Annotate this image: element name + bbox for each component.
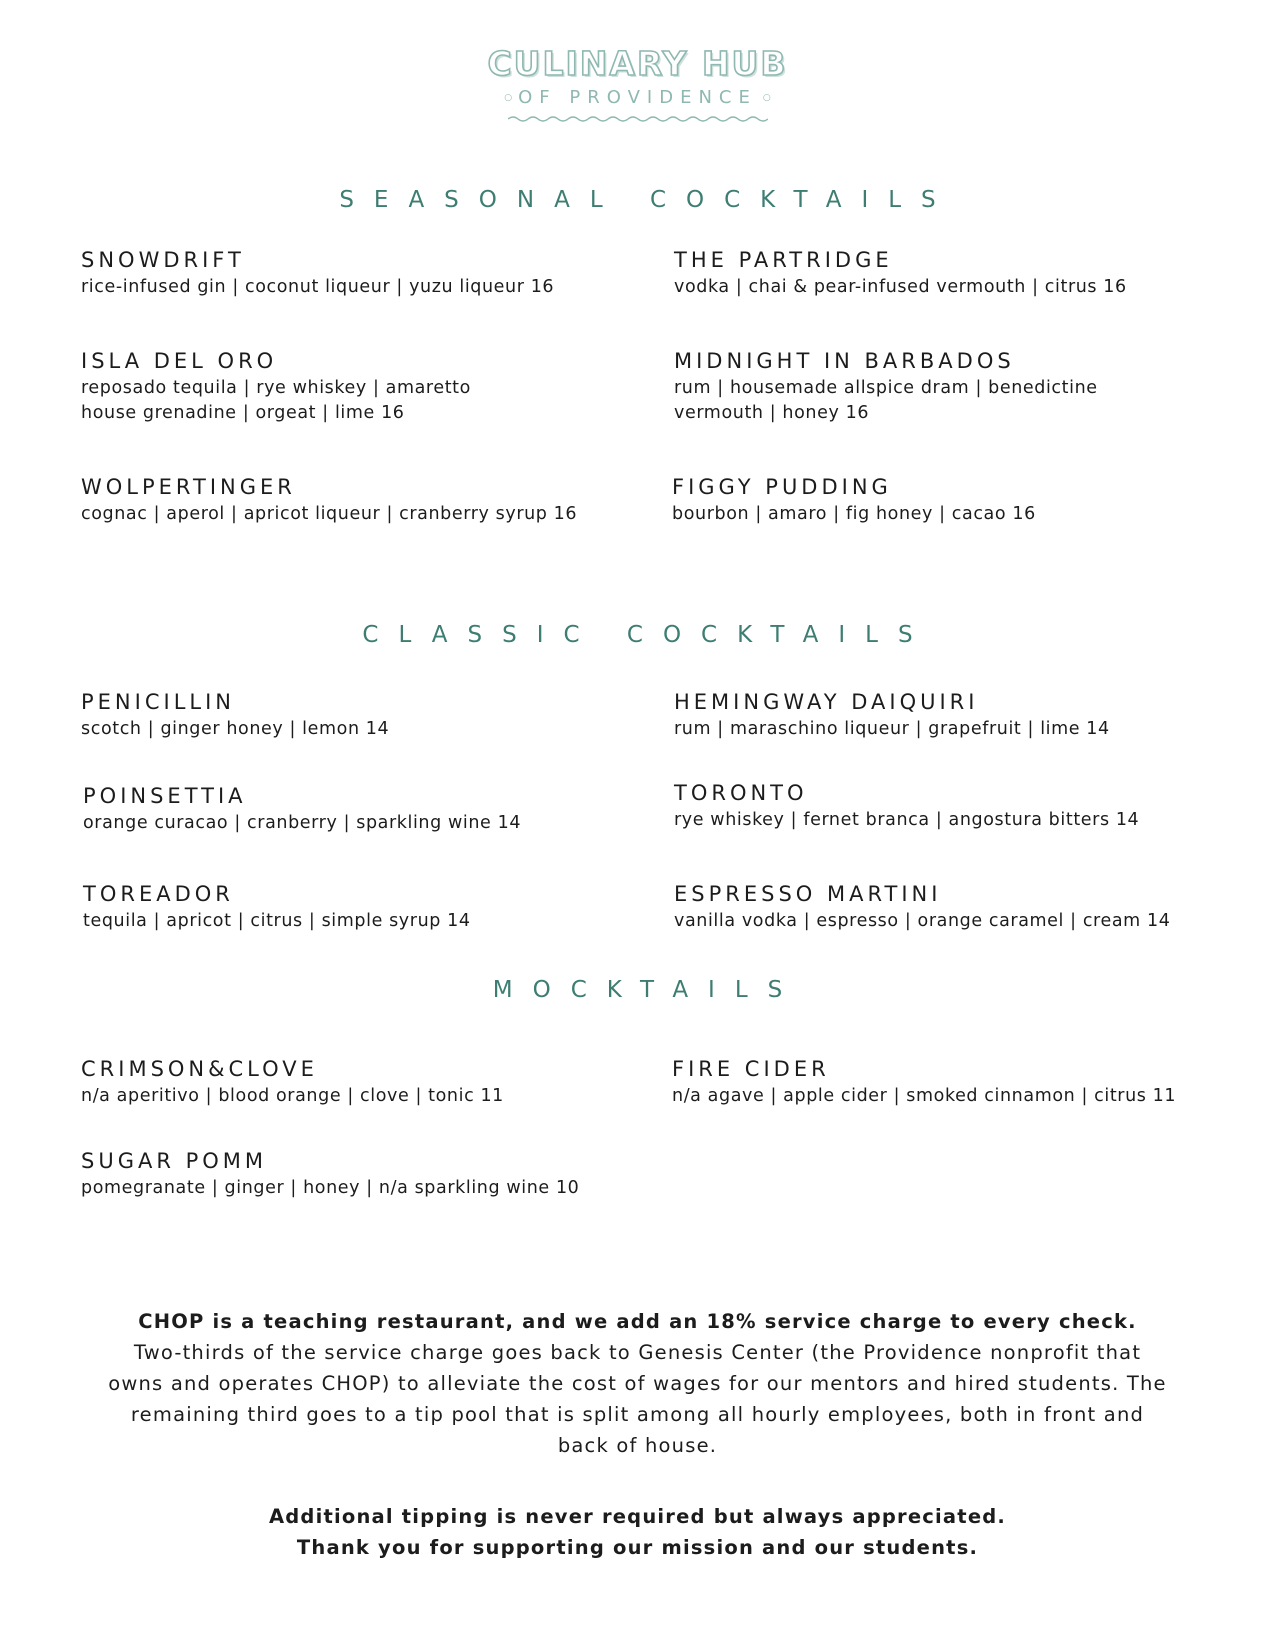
menu-item-toronto	[674, 779, 1139, 833]
item-name: ISLA DEL ORO	[81, 349, 278, 373]
item-name: SNOWDRIFT	[81, 248, 245, 272]
menu-item-penicillin	[81, 688, 389, 742]
item-description: vanilla vodka | espresso | orange caramel | cream 14	[674, 911, 1171, 931]
item-name: CRIMSON&CLOVE	[81, 1057, 318, 1081]
notice-body: Two-thirds of the service charge goes back to Genesis Center (the Providence nonprofit that owns and operates CHOP) to alleviate the cost of wages for our mentors and hired students. The remaining third goes to a tip pool that is split among all hourly employees, both in front and back of house.	[108, 1341, 1167, 1457]
menu-item-snowdrift	[81, 246, 554, 300]
dot-ornament-icon: ○	[504, 93, 513, 103]
menu-item-sugar-pomm	[81, 1147, 579, 1201]
item-description: n/a aperitivo | blood orange | clove | tonic 11	[81, 1086, 504, 1106]
item-description: tequila | apricot | citrus | simple syrup 14	[83, 911, 471, 931]
item-description: rum | maraschino liqueur | grapefruit | lime 14	[674, 719, 1110, 739]
item-name: ESPRESSO MARTINI	[674, 882, 942, 906]
item-description: rice-infused gin | coconut liqueur | yuzu liqueur 16	[81, 277, 555, 297]
menu-item-hemingway-daiquiri	[674, 688, 1110, 742]
item-description: pomegranate | ginger | honey | n/a sparkling wine 10	[81, 1178, 580, 1198]
item-description: bourbon | amaro | fig honey | cacao 16	[672, 504, 1036, 524]
item-description: cognac | aperol | apricot liqueur | cranberry syrup 16	[81, 504, 578, 524]
brand-title: CULINARY HUB	[487, 44, 788, 83]
menu-item-wolpertinger	[81, 473, 577, 527]
item-name: WOLPERTINGER	[81, 475, 296, 499]
item-description: rye whiskey | fernet branca | angostura bitters 14	[674, 810, 1140, 830]
section-title-classic: CLASSIC COCKTAILS	[362, 622, 933, 648]
item-name: MIDNIGHT IN BARBADOS	[674, 349, 1015, 373]
item-name: PENICILLIN	[81, 690, 235, 714]
menu-item-the-partridge	[674, 246, 1127, 300]
dot-ornament-icon: ○	[762, 93, 771, 103]
brand-subtitle: OF PROVIDENCE	[518, 87, 757, 108]
wave-divider-icon	[508, 114, 768, 124]
item-name: THE PARTRIDGE	[674, 248, 893, 272]
notice-closing-1: Additional tipping is never required but always appreciated.	[268, 1505, 1007, 1528]
notice-paragraph	[108, 1306, 1168, 1461]
notice-closing-2: Thank you for supporting our mission and our students.	[296, 1536, 979, 1559]
item-description: reposado tequila | rye whiskey | amaretto house grenadine | orgeat | lime 16	[81, 378, 471, 423]
item-name: FIGGY PUDDING	[672, 475, 892, 499]
notice-lead: CHOP is a teaching restaurant, and we add an 18% service charge to every check.	[138, 1310, 1137, 1333]
item-name: FIRE CIDER	[672, 1057, 830, 1081]
menu-item-fire-cider	[672, 1055, 1176, 1109]
section-title-mocktails: MOCKTAILS	[492, 977, 803, 1003]
item-name: HEMINGWAY DAIQUIRI	[674, 690, 979, 714]
section-title-seasonal: SEASONAL COCKTAILS	[339, 187, 956, 213]
logo	[0, 44, 1275, 124]
menu-item-poinsettia	[83, 782, 521, 836]
item-description: orange curacao | cranberry | sparkling wine 14	[83, 813, 522, 833]
brand-subtitle-row	[0, 86, 1275, 110]
menu-item-espresso-martini	[674, 880, 1170, 934]
tipping-notice	[0, 1501, 1275, 1563]
service-charge-notice	[0, 1306, 1275, 1461]
menu-item-figgy-pudding	[672, 473, 1036, 527]
menu-item-midnight-in-barbados	[674, 347, 1098, 426]
menu-item-isla-del-oro	[81, 347, 471, 426]
menu-item-crimson-clove	[81, 1055, 504, 1109]
item-name: TOREADOR	[83, 882, 234, 906]
item-name: TORONTO	[674, 781, 808, 805]
item-name: POINSETTIA	[83, 784, 247, 808]
item-description: vodka | chai & pear-infused vermouth | citrus 16	[674, 277, 1127, 297]
menu-item-toreador	[83, 880, 471, 934]
item-description: n/a agave | apple cider | smoked cinnamon | citrus 11	[672, 1086, 1177, 1106]
item-description: rum | housemade allspice dram | benedictine vermouth | honey 16	[674, 378, 1098, 423]
item-name: SUGAR POMM	[81, 1149, 268, 1173]
item-description: scotch | ginger honey | lemon 14	[81, 719, 390, 739]
